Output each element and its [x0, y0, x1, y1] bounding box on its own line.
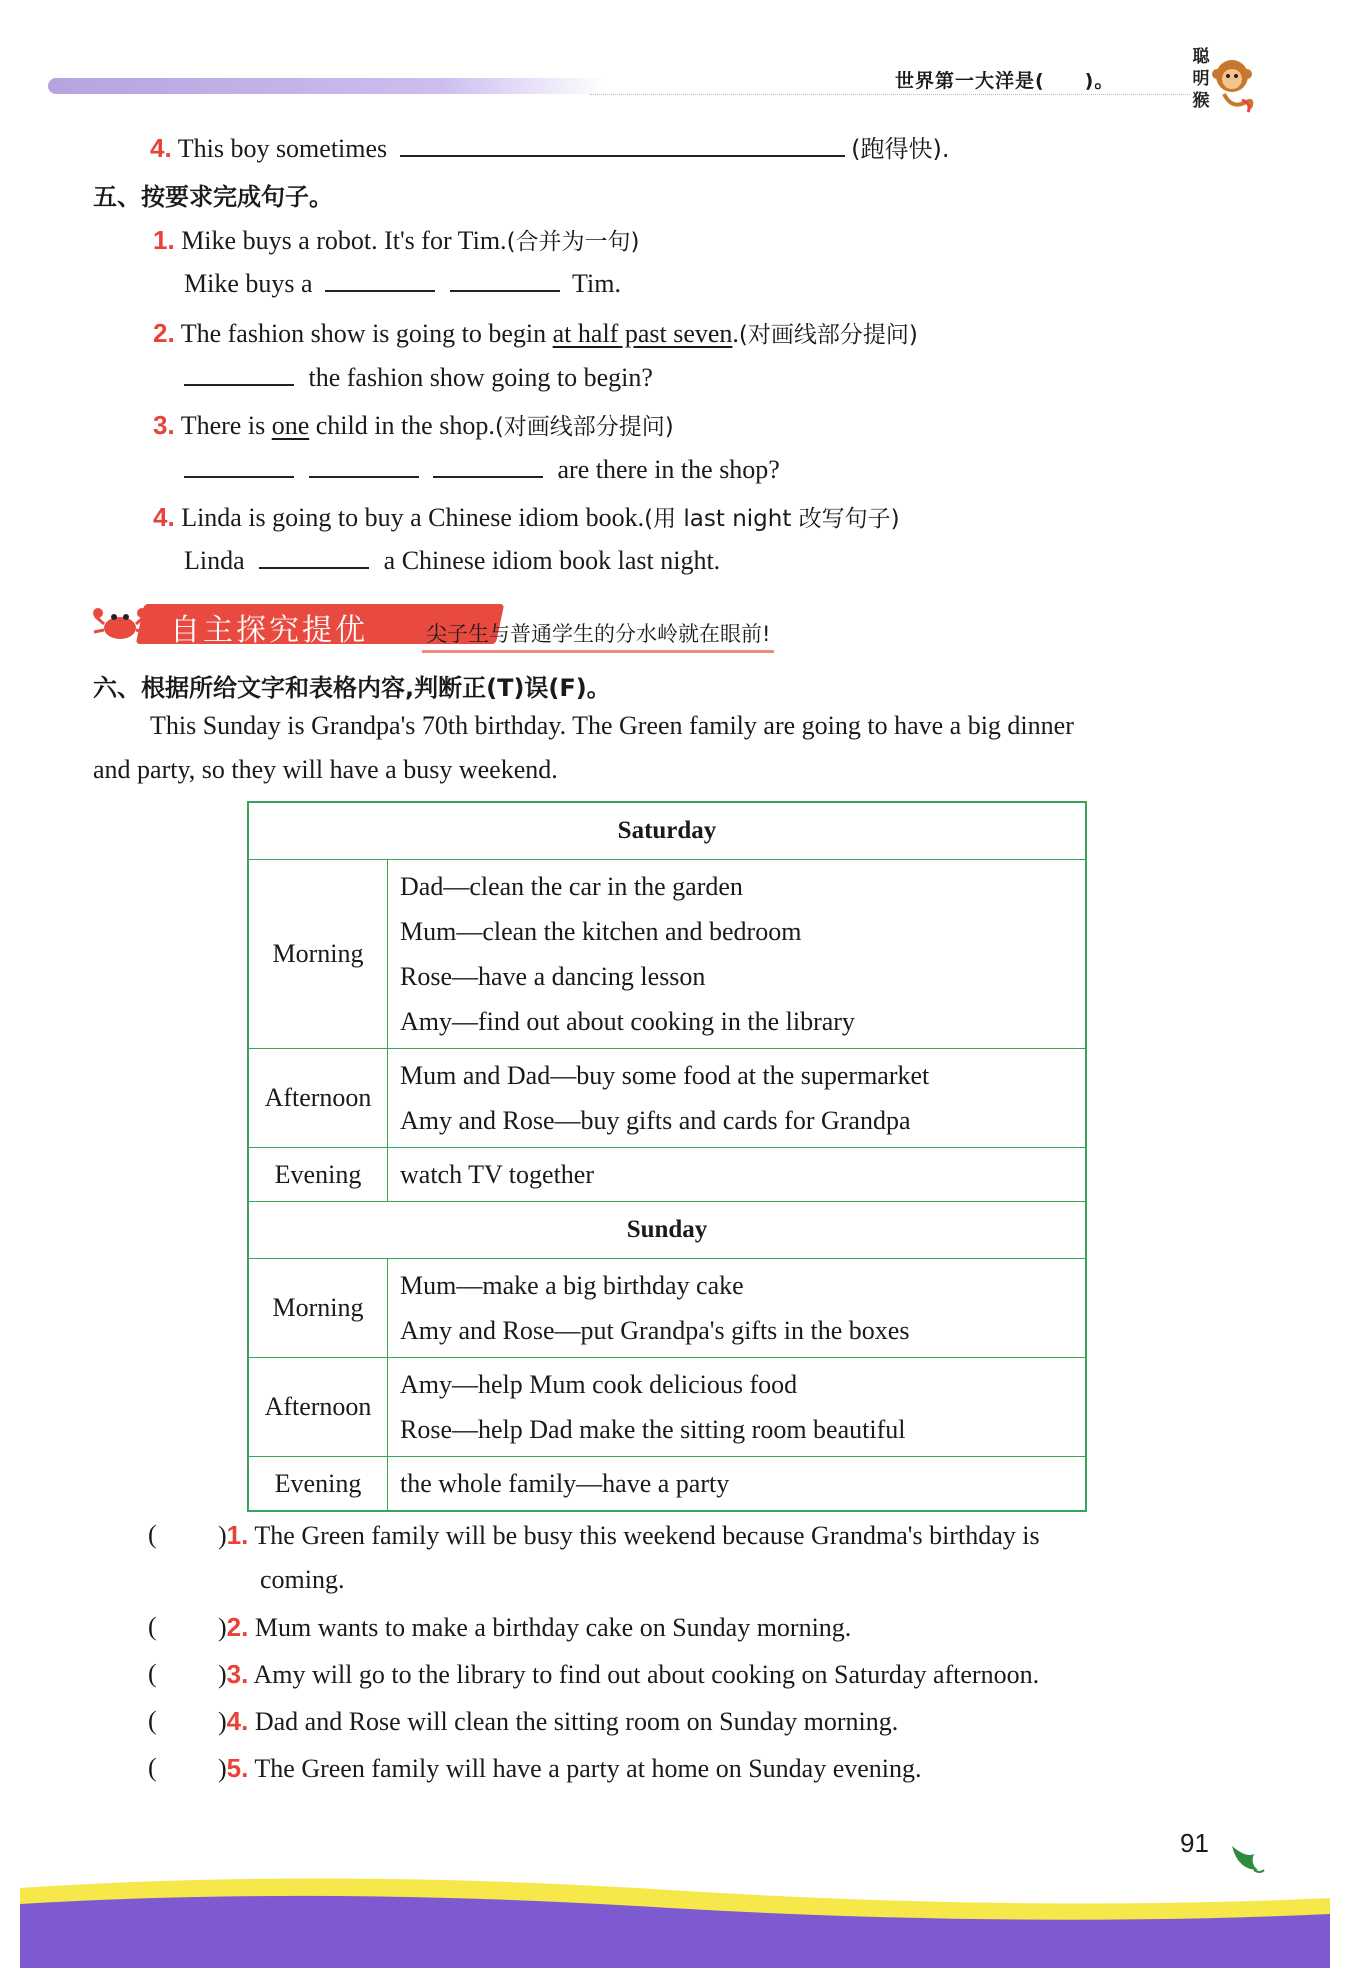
time-label: Evening: [248, 1457, 388, 1512]
answer-line: [184, 268, 621, 299]
activity: Mum—clean the kitchen and bedroom: [400, 917, 802, 946]
item-number: 3.: [226, 1659, 249, 1689]
item-text: This boy sometimes: [177, 134, 388, 163]
question-item: )2. Mum wants to make a birthday cake on Sunday morning.: [218, 1612, 852, 1642]
item-number: 4.: [153, 502, 175, 532]
answer-line: [184, 362, 653, 393]
item-instruction: (对画线部分提问): [738, 322, 918, 348]
table-row: [248, 1148, 1086, 1202]
item-instruction: (合并为一句): [506, 229, 640, 255]
banner-subtitle: 尖子生与普通学生的分水岭就在眼前!: [422, 616, 774, 653]
activity: Amy—help Mum cook delicious food: [400, 1370, 798, 1399]
item-sentence-end: child in the shop.: [309, 411, 495, 440]
answer-line: [184, 454, 780, 485]
logo-char: 猴: [1192, 91, 1210, 111]
answer-blank[interactable]: [259, 545, 369, 569]
item-sentence-end: .: [732, 319, 739, 348]
header-question: 世界第一大洋是( )。: [895, 70, 1115, 92]
answer-blank[interactable]: [184, 362, 294, 386]
item-number: 2.: [226, 1612, 249, 1642]
section-title: 五、按要求完成句子。: [93, 183, 333, 211]
table-row: [248, 1202, 1086, 1259]
answer-text: the fashion show going to begin?: [308, 363, 653, 392]
answer-text: Tim.: [572, 269, 621, 298]
passage-line: and party, so they will have a busy weekend.: [93, 755, 558, 784]
question-text: Amy will go to the library to find out about cooking on Saturday afternoon.: [253, 1660, 1040, 1689]
answer-blank[interactable]: [433, 454, 543, 478]
page-number: 91: [1180, 1828, 1209, 1858]
table-row: [248, 802, 1086, 860]
question-text: Dad and Rose will clean the sitting room on Sunday morning.: [254, 1707, 899, 1736]
header-bar: [48, 78, 608, 94]
table-row: [248, 1457, 1086, 1512]
activity: Mum—make a big birthday cake: [400, 1271, 744, 1300]
underlined-phrase: one: [271, 411, 310, 440]
exercise-item: [153, 316, 918, 349]
table-row: [248, 1259, 1086, 1358]
answer-text: a Chinese idiom book last night.: [383, 546, 721, 575]
footer-decoration: [20, 1868, 1330, 1968]
item-number: 1.: [226, 1520, 249, 1550]
answer-text: Mike buys a: [184, 269, 313, 298]
answer-blank[interactable]: [450, 268, 560, 292]
activity: the whole family—have a party: [400, 1469, 730, 1498]
activity: Amy—find out about cooking in the library: [400, 1007, 855, 1036]
answer-paren[interactable]: (: [148, 1659, 157, 1688]
day-header: Saturday: [248, 802, 1086, 860]
underlined-phrase: at half past seven: [552, 319, 733, 348]
activity: Dad—clean the car in the garden: [400, 872, 743, 901]
answer-paren[interactable]: (: [148, 1706, 157, 1735]
item-instruction: (用 last night 改写句子): [644, 506, 900, 532]
table-row: [248, 1049, 1086, 1148]
table-row: [248, 1358, 1086, 1457]
activity-cell: [388, 1148, 1087, 1202]
item-sentence: Linda is going to buy a Chinese idiom book.: [181, 503, 645, 532]
item-sentence: Mike buys a robot. It's for Tim.: [181, 226, 507, 255]
item-number: 4.: [150, 133, 172, 163]
exercise-item: [150, 129, 950, 164]
activity-cell: [388, 1358, 1087, 1457]
question-item: )1. The Green family will be busy this weekend because Grandma's birthday is: [218, 1520, 1040, 1550]
answer-line: [184, 545, 720, 576]
question-text-cont: coming.: [260, 1565, 345, 1594]
answer-paren[interactable]: (: [148, 1520, 157, 1549]
item-instruction: (对画线部分提问): [494, 414, 674, 440]
activity-cell: [388, 860, 1087, 1049]
activity: watch TV together: [400, 1160, 594, 1189]
item-sentence: The fashion show is going to begin: [180, 319, 553, 348]
exercise-item: [153, 223, 640, 256]
schedule-table: [247, 801, 1087, 1512]
question-item: )4. Dad and Rose will clean the sitting room on Sunday morning.: [218, 1706, 899, 1736]
header-divider: [590, 94, 1190, 95]
question-text: The Green family will be busy this weekend because Grandma's birthday is: [254, 1521, 1040, 1550]
activity: Amy and Rose—buy gifts and cards for Grandpa: [400, 1106, 911, 1135]
answer-blank[interactable]: [325, 268, 435, 292]
activity: Rose—help Dad make the sitting room beautiful: [400, 1415, 906, 1444]
activity-cell: [388, 1049, 1087, 1148]
activity-cell: [388, 1259, 1087, 1358]
answer-blank[interactable]: [400, 133, 845, 157]
logo-text: [1190, 46, 1212, 112]
item-hint: (跑得快).: [851, 135, 950, 163]
item-number: 1.: [153, 225, 175, 255]
time-label: Morning: [248, 1259, 388, 1358]
answer-paren[interactable]: (: [148, 1612, 157, 1641]
time-label: Afternoon: [248, 1049, 388, 1148]
answer-paren[interactable]: (: [148, 1753, 157, 1782]
answer-blank[interactable]: [184, 454, 294, 478]
question-item: )5. The Green family will have a party at home on Sunday evening.: [218, 1753, 922, 1783]
activity-cell: [388, 1457, 1087, 1512]
answer-blank[interactable]: [309, 454, 419, 478]
item-number: 3.: [153, 410, 175, 440]
time-label: Evening: [248, 1148, 388, 1202]
exercise-item: [153, 408, 674, 441]
item-sentence: There is: [180, 411, 272, 440]
answer-text: are there in the shop?: [557, 455, 780, 484]
item-number: 4.: [226, 1706, 249, 1736]
time-label: Morning: [248, 860, 388, 1049]
activity: Rose—have a dancing lesson: [400, 962, 706, 991]
activity: Amy and Rose—put Grandpa's gifts in the boxes: [400, 1316, 910, 1345]
table-row: [248, 860, 1086, 1049]
passage-line: This Sunday is Grandpa's 70th birthday. The Green family are going to have a big dinner: [150, 711, 1074, 740]
logo-char: 聪: [1192, 47, 1210, 67]
logo-char: 明: [1192, 69, 1210, 89]
question-text: Mum wants to make a birthday cake on Sunday morning.: [254, 1613, 852, 1642]
item-number: 2.: [153, 318, 175, 348]
question-item: )3. Amy will go to the library to find out about cooking on Saturday afternoon.: [218, 1659, 1040, 1689]
exercise-item: [153, 500, 900, 533]
item-number: 5.: [226, 1753, 249, 1783]
banner-title: 自主探究提优: [170, 613, 368, 648]
time-label: Afternoon: [248, 1358, 388, 1457]
day-header: Sunday: [248, 1202, 1086, 1259]
section-title: 六、根据所给文字和表格内容,判断正(T)误(F)。: [93, 674, 611, 702]
activity: Mum and Dad—buy some food at the supermarket: [400, 1061, 930, 1090]
answer-text: Linda: [184, 546, 245, 575]
question-text: The Green family will have a party at home on Sunday evening.: [254, 1754, 922, 1783]
section-banner: [92, 602, 862, 646]
